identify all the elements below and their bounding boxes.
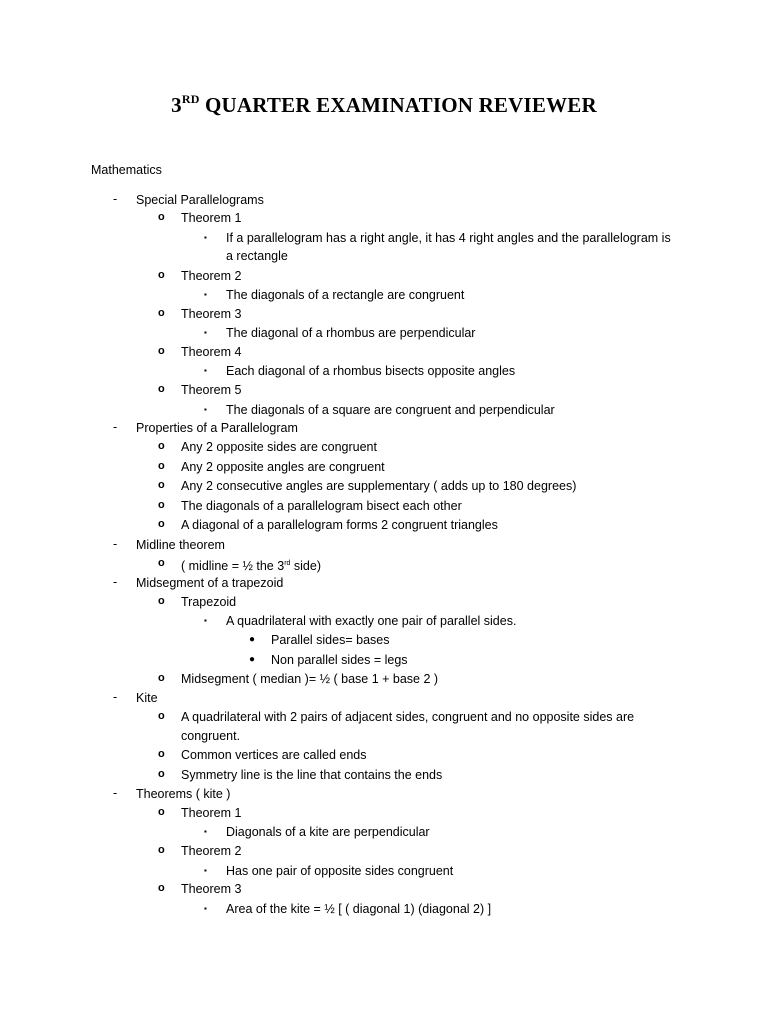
list-item: Trapezoid [181, 595, 237, 609]
square-bullet: ▪ [204, 827, 207, 836]
list-item: Any 2 opposite angles are congruent [181, 460, 385, 474]
list-item: The diagonal of a rhombus are perpendicular [226, 326, 476, 340]
circle-bullet: o [158, 460, 165, 472]
dot-bullet: ● [249, 634, 256, 645]
circle-bullet: o [158, 557, 165, 569]
dash-bullet: - [113, 786, 118, 800]
list-item: ( midline = ½ the 3rd side) [181, 559, 321, 573]
section-heading: Properties of a Parallelogram [136, 421, 298, 435]
list-item: A quadrilateral with 2 pairs of adjacent sides, congruent and no opposite sides are [181, 710, 635, 724]
list-item: A diagonal of a parallelogram forms 2 congruent triangles [181, 518, 498, 532]
dash-bullet: - [113, 420, 118, 434]
list-item: Symmetry line is the line that contains the ends [181, 768, 443, 782]
list-item: Diagonals of a kite are perpendicular [226, 825, 430, 839]
list-item: a rectangle [226, 249, 288, 263]
circle-bullet: o [158, 672, 165, 684]
list-item: The diagonals of a square are congruent and perpendicular [226, 403, 555, 417]
list-item: Theorem 5 [181, 383, 242, 397]
dot-bullet: ● [249, 654, 256, 665]
circle-bullet: o [158, 768, 165, 780]
square-bullet: ▪ [204, 405, 207, 414]
list-item: The diagonals of a parallelogram bisect each other [181, 499, 462, 513]
circle-bullet: o [158, 748, 165, 760]
circle-bullet: o [158, 307, 165, 319]
list-item: Theorem 2 [181, 269, 242, 283]
circle-bullet: o [158, 440, 165, 452]
page-title: 3RD QUARTER EXAMINATION REVIEWER [171, 92, 597, 117]
circle-bullet: o [158, 211, 165, 223]
square-bullet: ▪ [204, 328, 207, 337]
circle-bullet: o [158, 518, 165, 530]
list-item: Area of the kite = ½ [ ( diagonal 1) (diagonal 2) ] [226, 902, 492, 916]
section-heading: Theorems ( kite ) [136, 787, 231, 801]
circle-bullet: o [158, 806, 165, 818]
list-item: Theorem 1 [181, 211, 242, 225]
list-item: Any 2 opposite sides are congruent [181, 440, 377, 454]
section-heading: Special Parallelograms [136, 193, 264, 207]
list-item: The diagonals of a rectangle are congruent [226, 288, 465, 302]
list-item: Any 2 consecutive angles are supplementary ( adds up to 180 degrees) [181, 479, 577, 493]
list-item: Theorem 3 [181, 307, 242, 321]
circle-bullet: o [158, 499, 165, 511]
dash-bullet: - [113, 192, 118, 206]
list-item: Theorem 1 [181, 806, 242, 820]
section-heading: Midline theorem [136, 538, 225, 552]
list-item: Each diagonal of a rhombus bisects opposite angles [226, 364, 516, 378]
section-heading: Kite [136, 691, 158, 705]
list-item: Theorem 2 [181, 844, 242, 858]
dash-bullet: - [113, 537, 118, 551]
list-item: A quadrilateral with exactly one pair of parallel sides. [226, 614, 517, 628]
square-bullet: ▪ [204, 904, 207, 913]
list-item: Non parallel sides = legs [271, 653, 408, 667]
list-item: Midsegment ( median )= ½ ( base 1 + base 2 ) [181, 672, 439, 686]
circle-bullet: o [158, 710, 165, 722]
square-bullet: ▪ [204, 616, 207, 625]
circle-bullet: o [158, 844, 165, 856]
square-bullet: ▪ [204, 290, 207, 299]
list-item: If a parallelogram has a right angle, it has 4 right angles and the parallelogram is [226, 231, 671, 245]
dash-bullet: - [113, 690, 118, 704]
circle-bullet: o [158, 383, 165, 395]
circle-bullet: o [158, 345, 165, 357]
circle-bullet: o [158, 479, 165, 491]
square-bullet: ▪ [204, 366, 207, 375]
list-item: congruent. [181, 729, 241, 743]
square-bullet: ▪ [204, 233, 207, 242]
list-item: Theorem 4 [181, 345, 242, 359]
list-item: Has one pair of opposite sides congruent [226, 864, 454, 878]
list-item: Parallel sides= bases [271, 633, 390, 647]
square-bullet: ▪ [204, 866, 207, 875]
section-heading: Midsegment of a trapezoid [136, 576, 284, 590]
dash-bullet: - [113, 575, 118, 589]
circle-bullet: o [158, 269, 165, 281]
list-item: Common vertices are called ends [181, 748, 367, 762]
list-item: Theorem 3 [181, 882, 242, 896]
subject-heading: Mathematics [91, 163, 162, 177]
circle-bullet: o [158, 595, 165, 607]
circle-bullet: o [158, 882, 165, 894]
